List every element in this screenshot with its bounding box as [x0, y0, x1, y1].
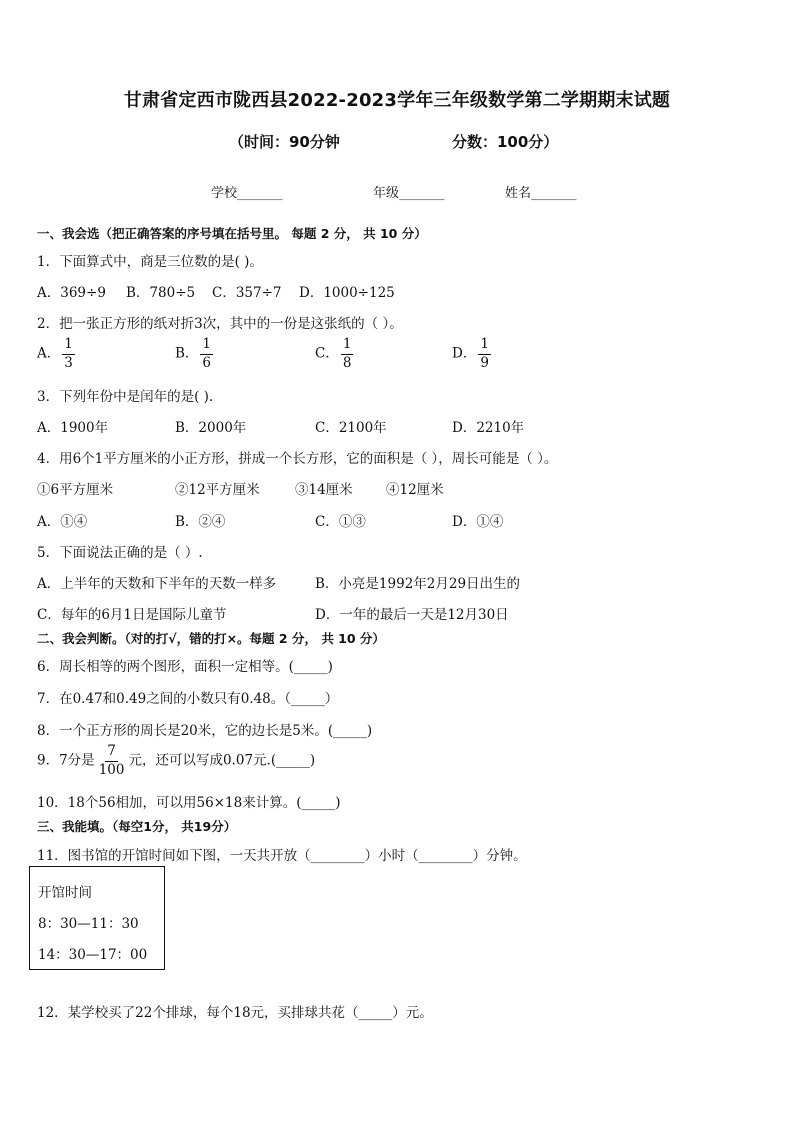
question-7: 7．在0.47和0.49之间的小数只有0.48。（_____） [37, 691, 339, 707]
fraction-denominator: 100 [98, 761, 125, 778]
q4-option-c: C．①③ [315, 514, 366, 530]
exam-title: 甘肃省定西市陇西县2022-2023学年三年级数学第二学期期末试题 [123, 90, 671, 111]
q4-item-2: ②12平方厘米 [175, 482, 260, 498]
q4-option-b: B．②④ [175, 514, 226, 530]
q2-option-a-fraction [62, 338, 75, 370]
q4-item-3: ③14厘米 [295, 482, 353, 498]
q5-option-c: C．每年的6月1日是国际儿童节 [37, 607, 227, 623]
q5-option-a: A．上半年的天数和下半年的天数一样多 [37, 576, 277, 592]
fraction-numerator: 1 [341, 338, 354, 355]
question-4-stem: 4．用6个1平方厘米的小正方形，拼成一个长方形，它的面积是（ ），周长可能是（ ）。 [37, 451, 558, 467]
question-9 [37, 745, 315, 777]
grade-field: 年级_______ [373, 186, 445, 201]
q5-option-b: B．小亮是1992年2月29日出生的 [315, 576, 521, 592]
q4-item-1: ①6平方厘米 [37, 482, 114, 498]
q2-option-b [175, 338, 215, 370]
q2-option-c [315, 338, 355, 370]
q2-option-c-fraction [341, 338, 354, 370]
q2-option-d-label: D． [452, 345, 477, 362]
question-10: 10．18个56相加，可以用56×18来计算。(_____) [37, 795, 341, 811]
q3-option-a: A．1900年 [37, 420, 109, 436]
opening-hours-title: 开馆时间 [38, 885, 92, 901]
question-3-stem: 3．下列年份中是闰年的是( ). [37, 389, 214, 405]
fraction-denominator: 9 [480, 354, 489, 371]
school-field: 学校_______ [211, 186, 283, 201]
q1-option-a: A．369÷9 [37, 285, 106, 301]
opening-hours-box [29, 866, 165, 970]
q5-option-d: D．一年的最后一天是12月30日 [315, 607, 509, 623]
question-8: 8．一个正方形的周长是20米，它的边长是5米。(_____) [37, 723, 373, 739]
exam-time: （时间：90分钟 [229, 133, 340, 151]
fraction-numerator: 1 [200, 338, 213, 355]
q1-option-d: D．1000÷125 [299, 285, 395, 301]
question-2-stem: 2．把一张正方形的纸对折3次，其中的一份是这张纸的（ ）。 [37, 316, 403, 332]
q3-option-c: C．2100年 [315, 420, 387, 436]
exam-score: 分数：100分） [452, 133, 559, 151]
q1-option-c: C．357÷7 [212, 285, 282, 301]
section-heading-fill: 三、我能填。（每空1分， 共19分） [37, 819, 237, 834]
q2-option-a-label: A． [37, 345, 61, 362]
q2-option-d [452, 338, 493, 370]
question-11-stem: 11．图书馆的开馆时间如下图，一天共开放（________）小时（________）分钟。 [37, 848, 527, 864]
fraction-denominator: 8 [342, 354, 352, 371]
opening-hours-morning: 8：30—11：30 [38, 916, 139, 932]
fraction-denominator: 3 [64, 354, 73, 371]
section-heading-choice: 一、我会选（把正确答案的序号填在括号里。 每题 2 分， 共 10 分） [37, 226, 427, 241]
q9-text-post: 元，还可以写成0.07元.(_____) [128, 752, 316, 769]
q2-option-b-label: B． [175, 345, 199, 362]
q2-option-d-fraction [478, 338, 491, 370]
q4-item-4: ④12厘米 [386, 482, 444, 498]
fraction-numerator: 7 [105, 745, 118, 762]
section-heading-judge: 二、我会判断。（对的打√，错的打×。每题 2 分， 共 10 分） [37, 631, 385, 646]
q9-fraction [97, 745, 127, 777]
q4-option-d: D．①④ [452, 514, 504, 530]
q2-option-a [37, 338, 77, 370]
fraction-numerator: 1 [478, 338, 491, 355]
question-12: 12．某学校买了22个排球，每个18元，买排球共花（_____）元。 [37, 1005, 433, 1021]
q2-option-c-label: C． [315, 345, 339, 362]
q1-option-b: B．780÷5 [126, 285, 196, 301]
opening-hours-afternoon: 14：30—17：00 [38, 947, 148, 963]
q3-option-b: B．2000年 [175, 420, 247, 436]
name-field: 姓名_______ [505, 186, 577, 201]
question-5-stem: 5．下面说法正确的是（ ）. [37, 545, 203, 561]
q2-option-b-fraction [200, 338, 213, 370]
q9-text-pre: 9．7分是 [37, 752, 95, 769]
fraction-numerator: 1 [62, 338, 75, 355]
question-6: 6．周长相等的两个图形，面积一定相等。(_____) [37, 659, 333, 675]
q4-option-a: A．①④ [37, 514, 88, 530]
fraction-denominator: 6 [202, 354, 212, 371]
q3-option-d: D．2210年 [452, 420, 525, 436]
question-1-stem: 1．下面算式中，商是三位数的是( )。 [37, 254, 263, 270]
